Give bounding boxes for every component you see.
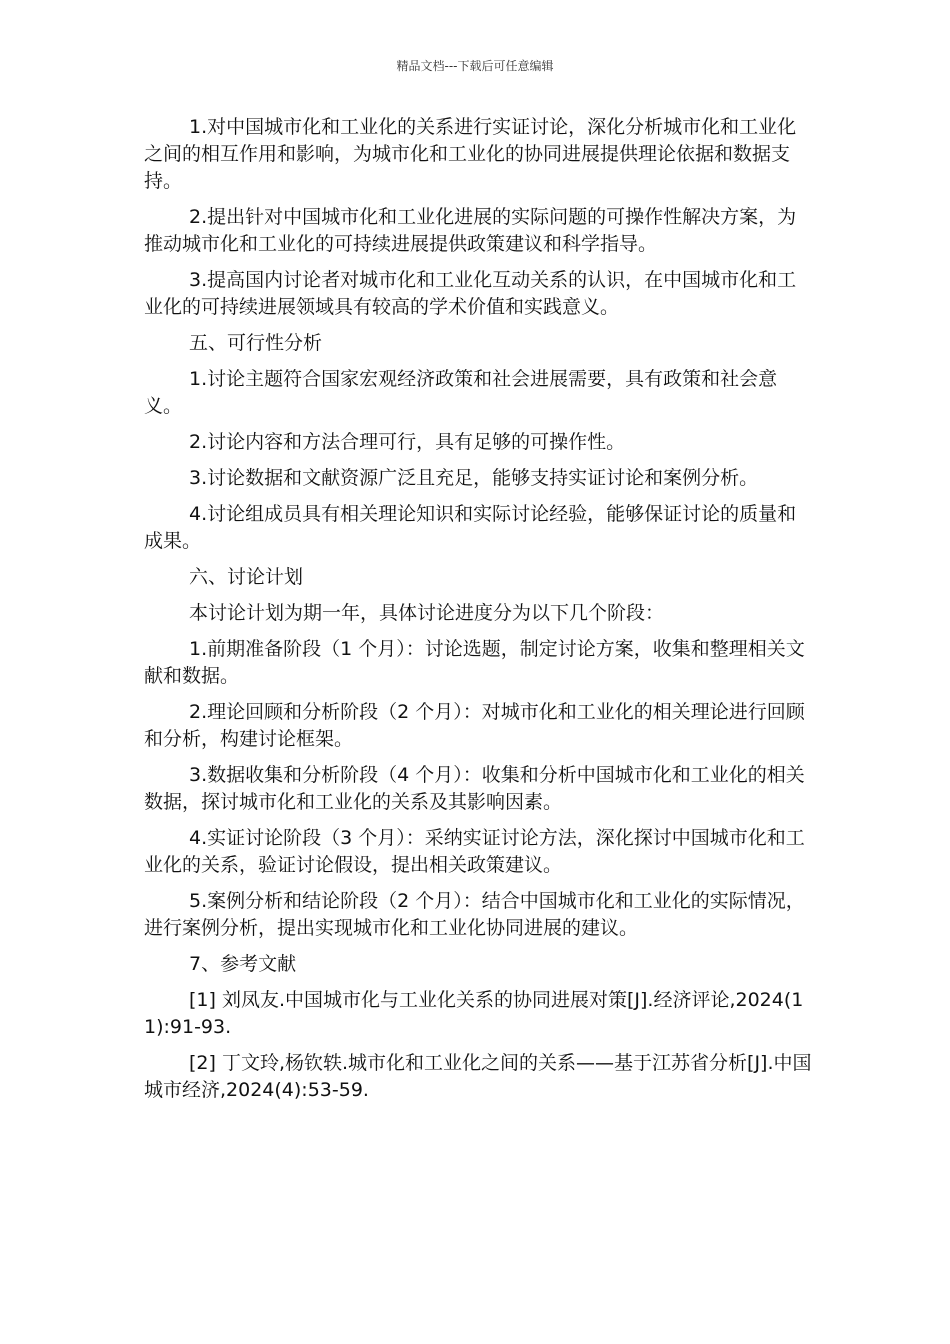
paragraph-feasibility-3: 3.讨论数据和文献资源广泛且充足，能够支持实证讨论和案例分析。 — [189, 467, 759, 489]
paragraph-plan-intro: 本讨论计划为期一年，具体讨论进度分为以下几个阶段： — [189, 602, 665, 624]
page-header: 精品文档---下载后可任意编辑 — [396, 59, 554, 73]
document-body — [144, 114, 812, 1113]
reference-item-2: [2] 丁文玲,杨钦轶.城市化和工业化之间的关系——基于江苏省分析[J].中国城市经济,2024(4):53-59. — [144, 1052, 812, 1101]
section-heading-references: 7、参考文献 — [189, 953, 297, 975]
paragraph-feasibility-2: 2.讨论内容和方法合理可行，具有足够的可操作性。 — [189, 431, 626, 453]
section-heading-feasibility: 五、可行性分析 — [189, 332, 323, 354]
paragraph-feasibility-4: 4.讨论组成员具有相关理论知识和实际讨论经验，能够保证讨论的质量和成果。 — [144, 503, 797, 552]
paragraph-outcome-2: 2.提出针对中国城市化和工业化进展的实际问题的可操作性解决方案，为推动城市化和工业化的可持续进展提供政策建议和科学指导。 — [144, 206, 797, 255]
paragraph-plan-stage-5: 5.案例分析和结论阶段（2 个月）：结合中国城市化和工业化的实际情况，进行案例分析，提出实现城市化和工业化协同进展的建议。 — [144, 890, 805, 939]
paragraph-plan-stage-1: 1.前期准备阶段（1 个月）：讨论选题，制定讨论方案，收集和整理相关文献和数据。 — [144, 638, 805, 687]
paragraph-outcome-1: 1.对中国城市化和工业化的关系进行实证讨论，深化分析城市化和工业化之间的相互作用和影响，为城市化和工业化的协同进展提供理论依据和数据支持。 — [144, 116, 797, 192]
reference-item-1: [1] 刘凤友.中国城市化与工业化关系的协同进展对策[J].经济评论,2024(11):91-93. — [144, 989, 804, 1038]
paragraph-plan-stage-4: 4.实证讨论阶段（3 个月）：采纳实证讨论方法，深化探讨中国城市化和工业化的关系，验证讨论假设，提出相关政策建议。 — [144, 827, 805, 876]
paragraph-feasibility-1: 1.讨论主题符合国家宏观经济政策和社会进展需要，具有政策和社会意义。 — [144, 368, 778, 417]
paragraph-plan-stage-3: 3.数据收集和分析阶段（4 个月）：收集和分析中国城市化和工业化的相关数据，探讨城市化和工业化的关系及其影响因素。 — [144, 764, 805, 813]
paragraph-plan-stage-2: 2.理论回顾和分析阶段（2 个月）：对城市化和工业化的相关理论进行回顾和分析，构建讨论框架。 — [144, 701, 805, 750]
paragraph-outcome-3: 3.提高国内讨论者对城市化和工业化互动关系的认识，在中国城市化和工业化的可持续进展领域具有较高的学术价值和实践意义。 — [144, 269, 797, 318]
section-heading-plan: 六、讨论计划 — [189, 566, 304, 588]
